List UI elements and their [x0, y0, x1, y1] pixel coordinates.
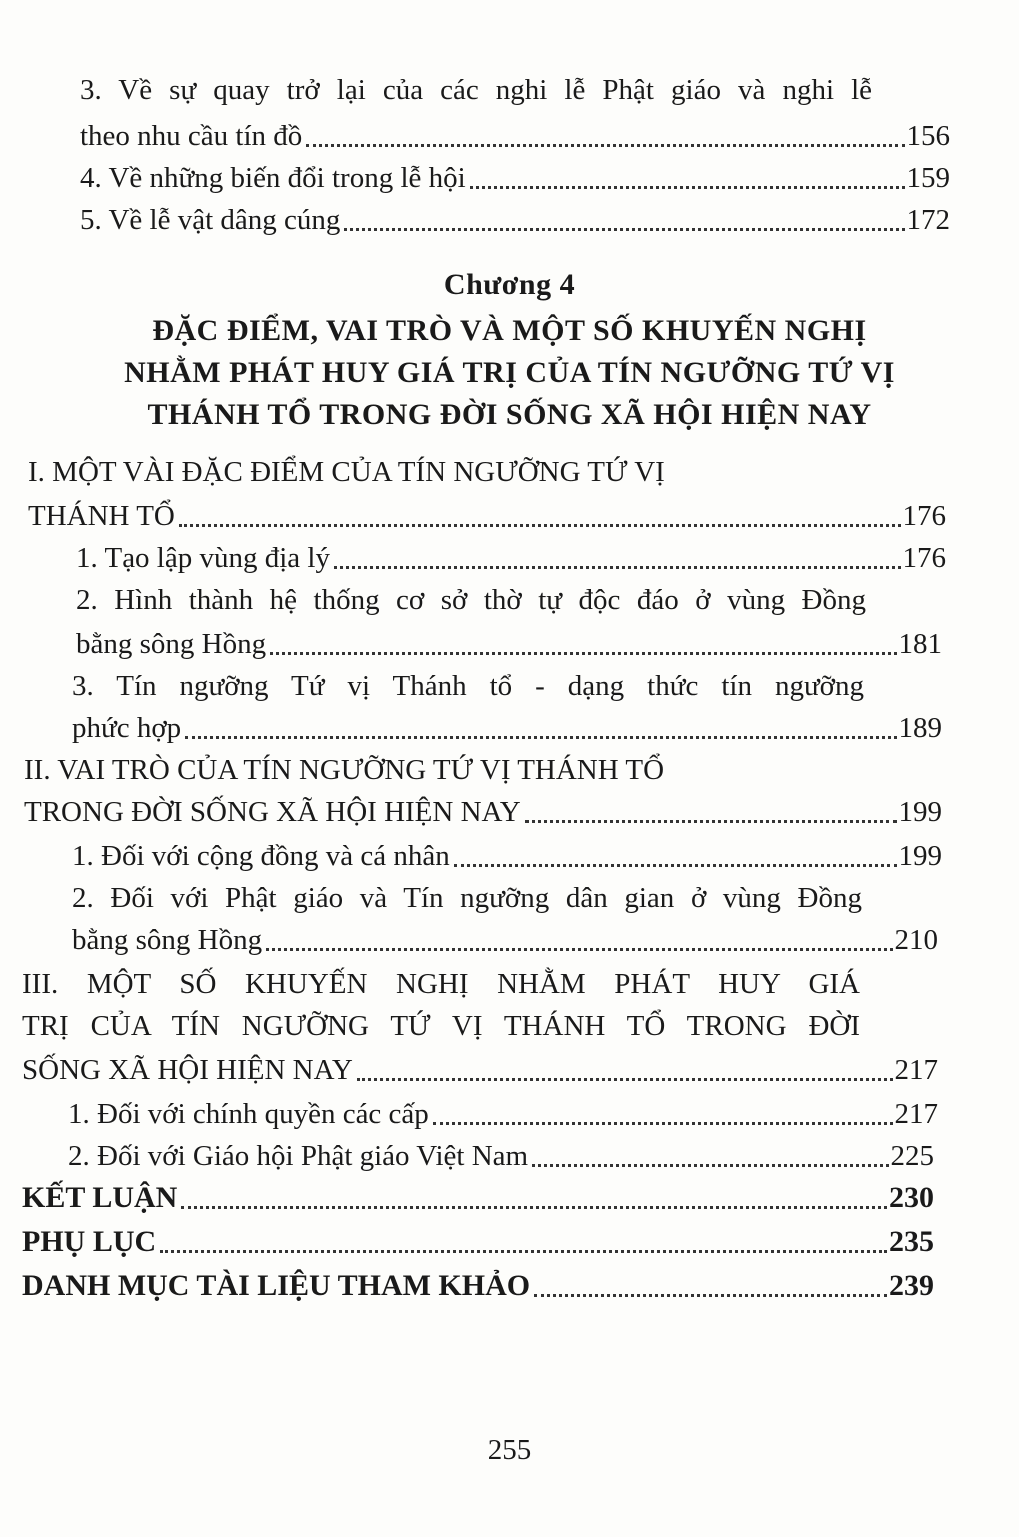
- toc-entry-label: DANH MỤC TÀI LIỆU THAM KHẢO: [22, 1269, 531, 1302]
- dot-leader: [179, 514, 901, 527]
- chapter-title-line: NHẰM PHÁT HUY GIÁ TRỊ CỦA TÍN NGƯỠNG TỨ VỊ: [124, 356, 895, 389]
- toc-page-number: 181: [898, 628, 942, 660]
- dot-leader: [525, 810, 897, 823]
- toc-entry-bold: [22, 1178, 934, 1218]
- toc-entry-label: bằng sông Hồng: [76, 628, 267, 660]
- toc-page-number: 176: [902, 500, 946, 532]
- toc-page-number: 176: [902, 542, 946, 574]
- toc-page-number: 172: [906, 204, 950, 236]
- toc-page-number: 159: [906, 162, 950, 194]
- dot-leader: [185, 726, 896, 739]
- dot-leader: [181, 1196, 887, 1209]
- chapter-title-line: ĐẶC ĐIỂM, VAI TRÒ VÀ MỘT SỐ KHUYẾN NGHỊ: [152, 314, 867, 347]
- dot-leader: [344, 218, 904, 231]
- toc-page-number: 156: [906, 120, 950, 152]
- toc-entry-label: 1. Đối với cộng đồng và cá nhân: [72, 840, 450, 872]
- section-heading-line: TRỊ CỦA TÍN NGƯỠNG TỨ VỊ THÁNH TỔ TRONG ĐỜI: [22, 1010, 860, 1042]
- toc-entry-line1: 2. Hình thành hệ thống cơ sở thờ tự độc đáo ở vùng Đồng: [76, 584, 866, 616]
- dot-leader: [534, 1284, 887, 1297]
- toc-entry: [72, 836, 942, 876]
- toc-entry-line1: 3. Tín ngưỡng Tứ vị Thánh tổ - dạng thức tín ngưỡng: [72, 670, 864, 702]
- toc-entry: [80, 200, 950, 240]
- toc-page-number: 210: [894, 924, 938, 956]
- toc-entry-label: THÁNH TỔ: [28, 500, 175, 532]
- toc-entry-label: TRONG ĐỜI SỐNG XÃ HỘI HIỆN NAY: [24, 796, 521, 828]
- dot-leader: [266, 938, 892, 951]
- dot-leader: [454, 854, 897, 867]
- toc-entry: [68, 1094, 938, 1134]
- toc-entry: [22, 1050, 938, 1090]
- toc-entry: [72, 708, 942, 748]
- dot-leader: [532, 1154, 888, 1167]
- toc-entry: [76, 624, 942, 664]
- toc-page-number: 217: [894, 1054, 938, 1086]
- dot-leader: [270, 642, 896, 655]
- toc-page-number: 189: [898, 712, 942, 744]
- toc-entry: [24, 792, 942, 832]
- toc-entry-label: bằng sông Hồng: [72, 924, 263, 956]
- dot-leader: [470, 176, 905, 189]
- section-heading-line: I. MỘT VÀI ĐẶC ĐIỂM CỦA TÍN NGƯỠNG TỨ VỊ: [28, 456, 665, 488]
- dot-leader: [357, 1068, 893, 1081]
- toc-entry-label: phức hợp: [72, 712, 182, 744]
- toc-page-number: 230: [889, 1181, 934, 1214]
- toc-entry: [28, 496, 946, 536]
- toc-entry-label: 1. Đối với chính quyền các cấp: [68, 1098, 429, 1130]
- toc-entry: [80, 158, 950, 198]
- dot-leader: [160, 1240, 887, 1253]
- toc-entry-label: PHỤ LỤC: [22, 1225, 157, 1258]
- toc-entry-line1: 3. Về sự quay trở lại của các nghi lễ Phật giáo và nghi lễ: [80, 74, 872, 106]
- chapter-title-line: THÁNH TỔ TRONG ĐỜI SỐNG XÃ HỘI HIỆN NAY: [147, 398, 872, 431]
- section-heading-line: III. MỘT SỐ KHUYẾN NGHỊ NHẰM PHÁT HUY GIÁ: [22, 968, 860, 1000]
- dot-leader: [306, 134, 904, 147]
- toc-entry-label: KẾT LUẬN: [22, 1181, 178, 1214]
- toc-entry-label: SỐNG XÃ HỘI HIỆN NAY: [22, 1054, 353, 1086]
- toc-page-number: 235: [889, 1225, 934, 1258]
- chapter-number: Chương 4: [443, 268, 576, 301]
- page-number: 255: [487, 1434, 532, 1466]
- toc-entry-label: theo nhu cầu tín đồ: [80, 120, 303, 152]
- toc-page-number: 239: [889, 1269, 934, 1302]
- toc-entry: [68, 1136, 934, 1176]
- toc-entry-label: 1. Tạo lập vùng địa lý: [76, 542, 330, 574]
- toc-entry-label: 5. Về lễ vật dâng cúng: [80, 204, 341, 236]
- toc-entry: [76, 538, 946, 578]
- toc-entry-label: 2. Đối với Giáo hội Phật giáo Việt Nam: [68, 1140, 529, 1172]
- toc-page-number: 199: [898, 840, 942, 872]
- toc-entry: [80, 116, 950, 156]
- section-heading-line: II. VAI TRÒ CỦA TÍN NGƯỠNG TỨ VỊ THÁNH TỔ: [24, 754, 665, 786]
- toc-page-number: 217: [894, 1098, 938, 1130]
- toc-entry-label: 4. Về những biến đổi trong lễ hội: [80, 162, 466, 194]
- dot-leader: [433, 1112, 893, 1125]
- toc-entry-bold: [22, 1222, 934, 1262]
- dot-leader: [334, 556, 901, 569]
- toc-page-number: 225: [890, 1140, 934, 1172]
- toc-page-number: 199: [898, 796, 942, 828]
- toc-entry: [72, 920, 938, 960]
- toc-entry-bold: [22, 1266, 934, 1306]
- toc-entry-line1: 2. Đối với Phật giáo và Tín ngưỡng dân gian ở vùng Đồng: [72, 882, 862, 914]
